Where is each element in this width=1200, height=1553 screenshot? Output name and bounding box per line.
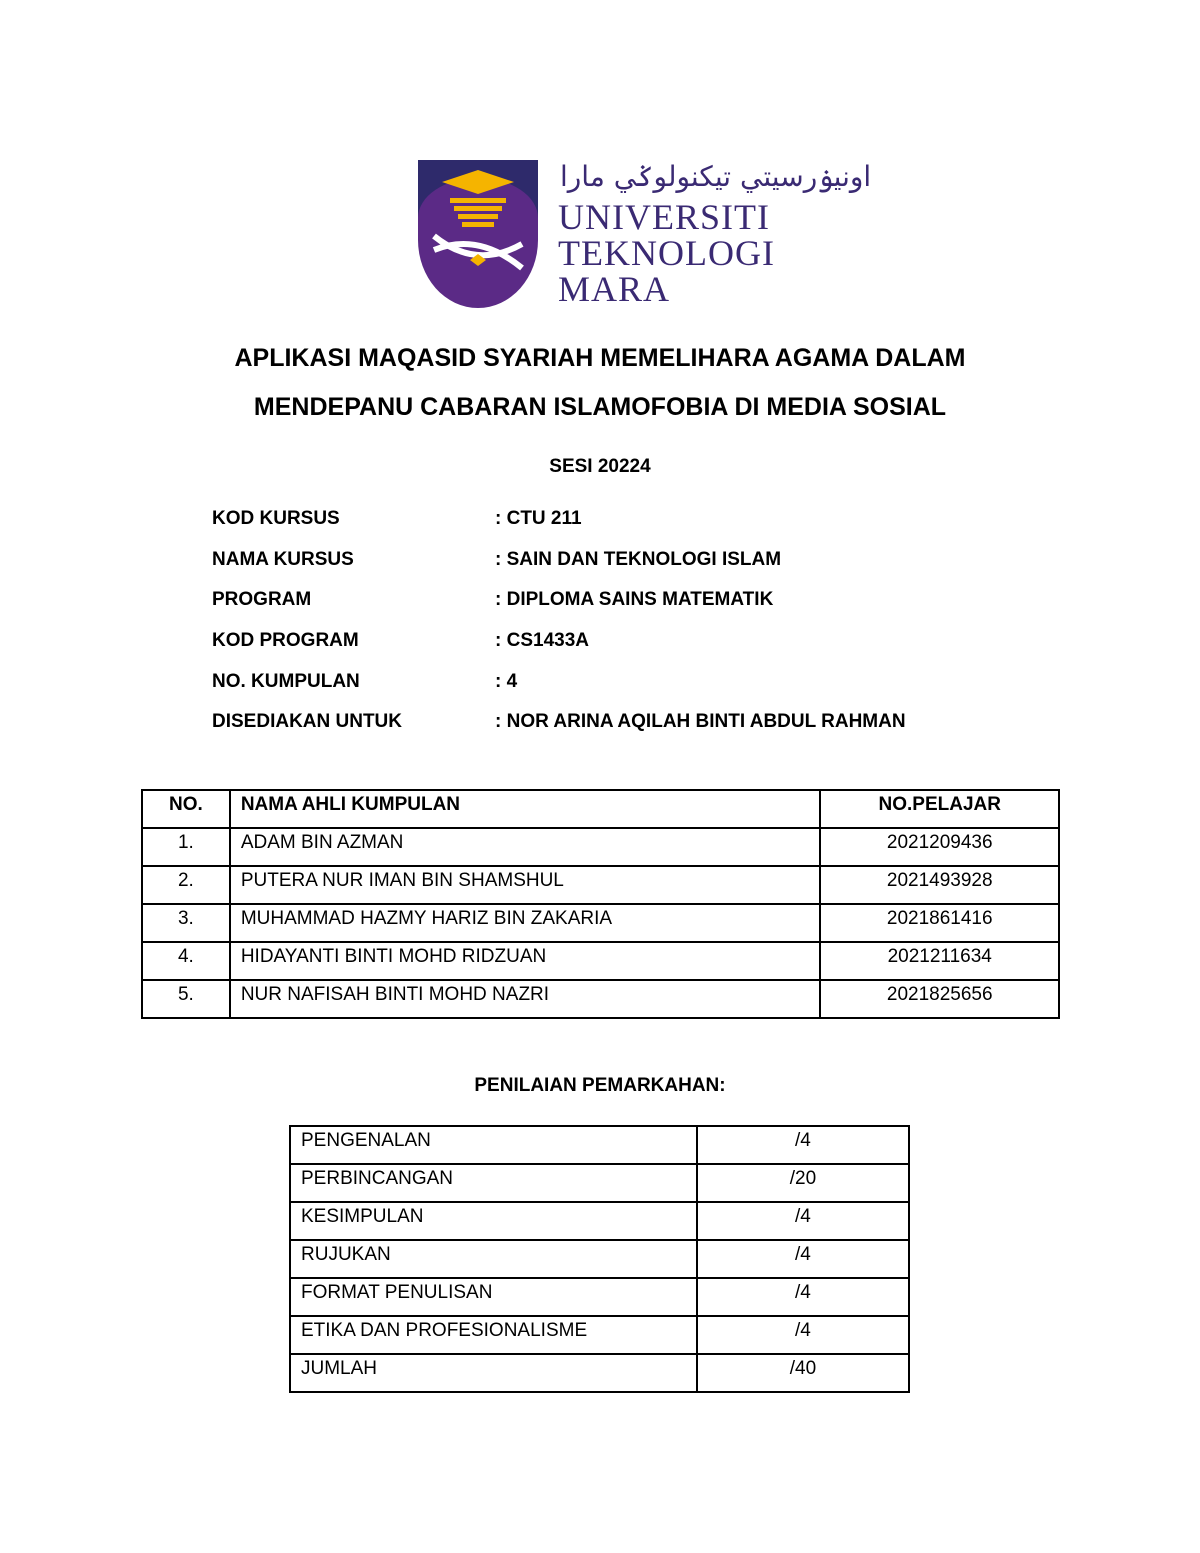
mark-label: JUMLAH	[290, 1354, 697, 1392]
logo-text-universiti: UNIVERSITI	[558, 197, 770, 237]
member-id: 2021861416	[820, 904, 1059, 942]
mark-label: ETIKA DAN PROFESIONALISME	[290, 1316, 697, 1354]
mark-value: /40	[697, 1354, 909, 1392]
mark-label: KESIMPULAN	[290, 1202, 697, 1240]
mark-value: /4	[697, 1316, 909, 1354]
logo-text-teknologi: TEKNOLOGI	[558, 233, 775, 273]
members-table	[141, 789, 1060, 1019]
member-name: PUTERA NUR IMAN BIN SHAMSHUL	[230, 866, 821, 904]
table-row	[290, 1202, 909, 1240]
table-row	[290, 1126, 909, 1164]
table-row	[290, 1278, 909, 1316]
table-row	[290, 1316, 909, 1354]
header-student-id: NO.PELAJAR	[820, 790, 1059, 828]
info-key: NAMA KURSUS	[212, 549, 354, 570]
info-key: KOD KURSUS	[212, 508, 340, 529]
header-name: NAMA AHLI KUMPULAN	[230, 790, 821, 828]
penilaian-title: PENILAIAN PEMARKAHAN:	[474, 1075, 726, 1096]
document-title-line1: APLIKASI MAQASID SYARIAH MEMELIHARA AGAMA DALAM	[234, 344, 966, 372]
member-id: 2021209436	[820, 828, 1059, 866]
member-id: 2021493928	[820, 866, 1059, 904]
member-no: 1.	[142, 828, 230, 866]
mark-value: /4	[697, 1126, 909, 1164]
info-key: DISEDIAKAN UNTUK	[212, 711, 402, 732]
info-value: : NOR ARINA AQILAH BINTI ABDUL RAHMAN	[495, 711, 906, 732]
mark-label: FORMAT PENULISAN	[290, 1278, 697, 1316]
table-row	[290, 1164, 909, 1202]
mark-value: /20	[697, 1164, 909, 1202]
mark-value: /4	[697, 1202, 909, 1240]
member-no: 2.	[142, 866, 230, 904]
info-value: : 4	[495, 671, 518, 692]
table-row	[290, 1354, 909, 1392]
info-key: KOD PROGRAM	[212, 630, 359, 651]
member-no: 3.	[142, 904, 230, 942]
marks-table	[289, 1125, 910, 1393]
table-row	[142, 904, 1059, 942]
logo-arabic-text: اونيۏرسيتي تيكنولوݢي مارا	[560, 160, 872, 193]
uitm-logo-emblem	[416, 158, 556, 310]
info-value: : DIPLOMA SAINS MATEMATIK	[495, 589, 774, 610]
mark-value: /4	[697, 1240, 909, 1278]
mark-label: PENGENALAN	[290, 1126, 697, 1164]
member-name: MUHAMMAD HAZMY HARIZ BIN ZAKARIA	[230, 904, 821, 942]
table-header-row	[142, 790, 1059, 828]
table-row	[142, 942, 1059, 980]
member-id: 2021825656	[820, 980, 1059, 1018]
info-key: NO. KUMPULAN	[212, 671, 360, 692]
mark-value: /4	[697, 1278, 909, 1316]
member-name: HIDAYANTI BINTI MOHD RIDZUAN	[230, 942, 821, 980]
session-label: SESI 20224	[549, 456, 651, 477]
header-no: NO.	[142, 790, 230, 828]
table-row	[142, 980, 1059, 1018]
info-value: : CS1433A	[495, 630, 589, 651]
table-row	[142, 828, 1059, 866]
mark-label: PERBINCANGAN	[290, 1164, 697, 1202]
member-no: 4.	[142, 942, 230, 980]
member-no: 5.	[142, 980, 230, 1018]
info-value: : CTU 211	[495, 508, 582, 529]
info-key: PROGRAM	[212, 589, 312, 610]
logo-text-mara: MARA	[558, 269, 671, 309]
table-row	[142, 866, 1059, 904]
info-value: : SAIN DAN TEKNOLOGI ISLAM	[495, 549, 782, 570]
member-name: NUR NAFISAH BINTI MOHD NAZRI	[230, 980, 821, 1018]
document-title-line2: MENDEPANU CABARAN ISLAMOFOBIA DI MEDIA SOSIAL	[253, 393, 947, 421]
member-name: ADAM BIN AZMAN	[230, 828, 821, 866]
member-id: 2021211634	[820, 942, 1059, 980]
mark-label: RUJUKAN	[290, 1240, 697, 1278]
table-row	[290, 1240, 909, 1278]
